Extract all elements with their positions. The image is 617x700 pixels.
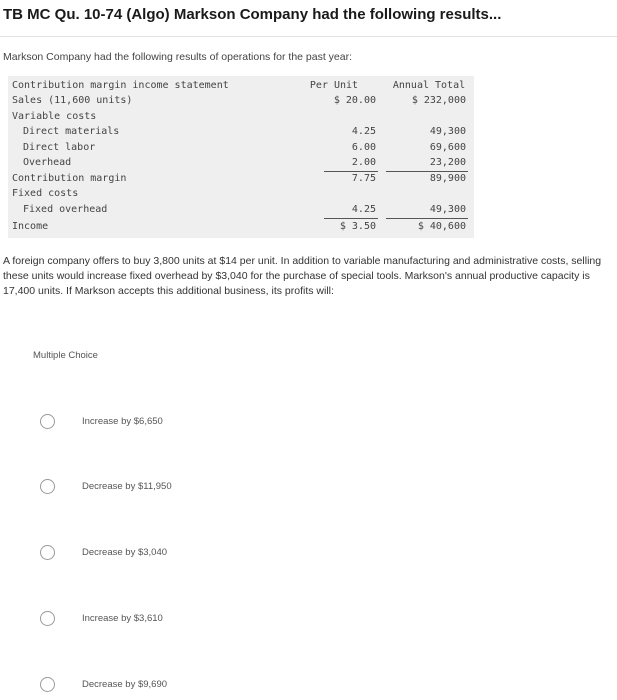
annual-total-header: Annual Total bbox=[392, 80, 466, 91]
multiple-choice-label: Multiple Choice bbox=[33, 350, 98, 361]
statement-row-contribution-margin bbox=[8, 173, 474, 189]
row-label: Income bbox=[12, 221, 49, 232]
row-label: Fixed overhead bbox=[23, 204, 108, 215]
row-annual-total: 49,300 bbox=[429, 126, 466, 137]
question-title: TB MC Qu. 10-74 (Algo) Markson Company had the following results... bbox=[3, 6, 502, 23]
row-per-unit: 2.00 bbox=[351, 157, 376, 168]
statement-row-fixed-costs bbox=[8, 188, 474, 204]
row-annual-total: 23,200 bbox=[429, 157, 466, 168]
overhead-total-underline bbox=[386, 171, 468, 172]
radio-button[interactable] bbox=[40, 414, 55, 429]
row-per-unit: 7.75 bbox=[351, 173, 376, 184]
statement-row-sales bbox=[8, 95, 474, 111]
question-text: A foreign company offers to buy 3,800 units at $14 per unit. In addition to variable manufacturing and administrative costs, selling these units would increase fixed overhead by $3,040 for the purchase of special tools. Markson's annual productive capacity is 17,400 units. If Markson accepts this additional business, its profits will: bbox=[3, 255, 602, 297]
radio-button[interactable] bbox=[40, 479, 55, 494]
row-label: Contribution margin bbox=[12, 173, 127, 184]
row-per-unit: $ 3.50 bbox=[339, 221, 376, 232]
row-label: Sales (11,600 units) bbox=[12, 95, 133, 106]
option-label[interactable]: Decrease by $9,690 bbox=[82, 679, 168, 690]
option-label[interactable]: Decrease by $11,950 bbox=[82, 481, 172, 492]
option-label[interactable]: Increase by $3,610 bbox=[82, 613, 163, 624]
statement-header-label: Contribution margin income statement bbox=[12, 80, 229, 91]
row-label: Variable costs bbox=[12, 111, 97, 122]
statement-header-row bbox=[8, 80, 474, 96]
row-annual-total: 89,900 bbox=[429, 173, 466, 184]
statement-row-direct-materials bbox=[8, 126, 474, 142]
option-label[interactable]: Increase by $6,650 bbox=[82, 416, 163, 427]
row-per-unit: 4.25 bbox=[351, 204, 376, 215]
title-divider bbox=[0, 36, 617, 37]
row-annual-total: $ 40,600 bbox=[417, 221, 466, 232]
row-label: Fixed costs bbox=[12, 188, 79, 199]
row-per-unit: $ 20.00 bbox=[333, 95, 376, 106]
statement-row-variable-costs bbox=[8, 111, 474, 127]
row-label: Direct materials bbox=[23, 126, 120, 137]
radio-button[interactable] bbox=[40, 677, 55, 692]
row-label: Direct labor bbox=[23, 142, 96, 153]
radio-button[interactable] bbox=[40, 611, 55, 626]
statement-row-direct-labor bbox=[8, 142, 474, 158]
income-statement bbox=[8, 76, 474, 238]
row-per-unit: 4.25 bbox=[351, 126, 376, 137]
row-annual-total: 49,300 bbox=[429, 204, 466, 215]
intro-text: Markson Company had the following results of operations for the past year: bbox=[3, 51, 353, 63]
statement-row-income bbox=[8, 221, 474, 237]
per-unit-header: Per Unit bbox=[309, 80, 359, 91]
row-annual-total: $ 232,000 bbox=[411, 95, 466, 106]
fixed-overhead-per-unit-underline bbox=[324, 218, 378, 219]
row-per-unit: 6.00 bbox=[351, 142, 376, 153]
option-label[interactable]: Decrease by $3,040 bbox=[82, 547, 168, 558]
row-label: Overhead bbox=[23, 157, 72, 168]
fixed-overhead-total-underline bbox=[386, 218, 468, 219]
radio-button[interactable] bbox=[40, 545, 55, 560]
row-annual-total: 69,600 bbox=[429, 142, 466, 153]
overhead-per-unit-underline bbox=[324, 171, 378, 172]
